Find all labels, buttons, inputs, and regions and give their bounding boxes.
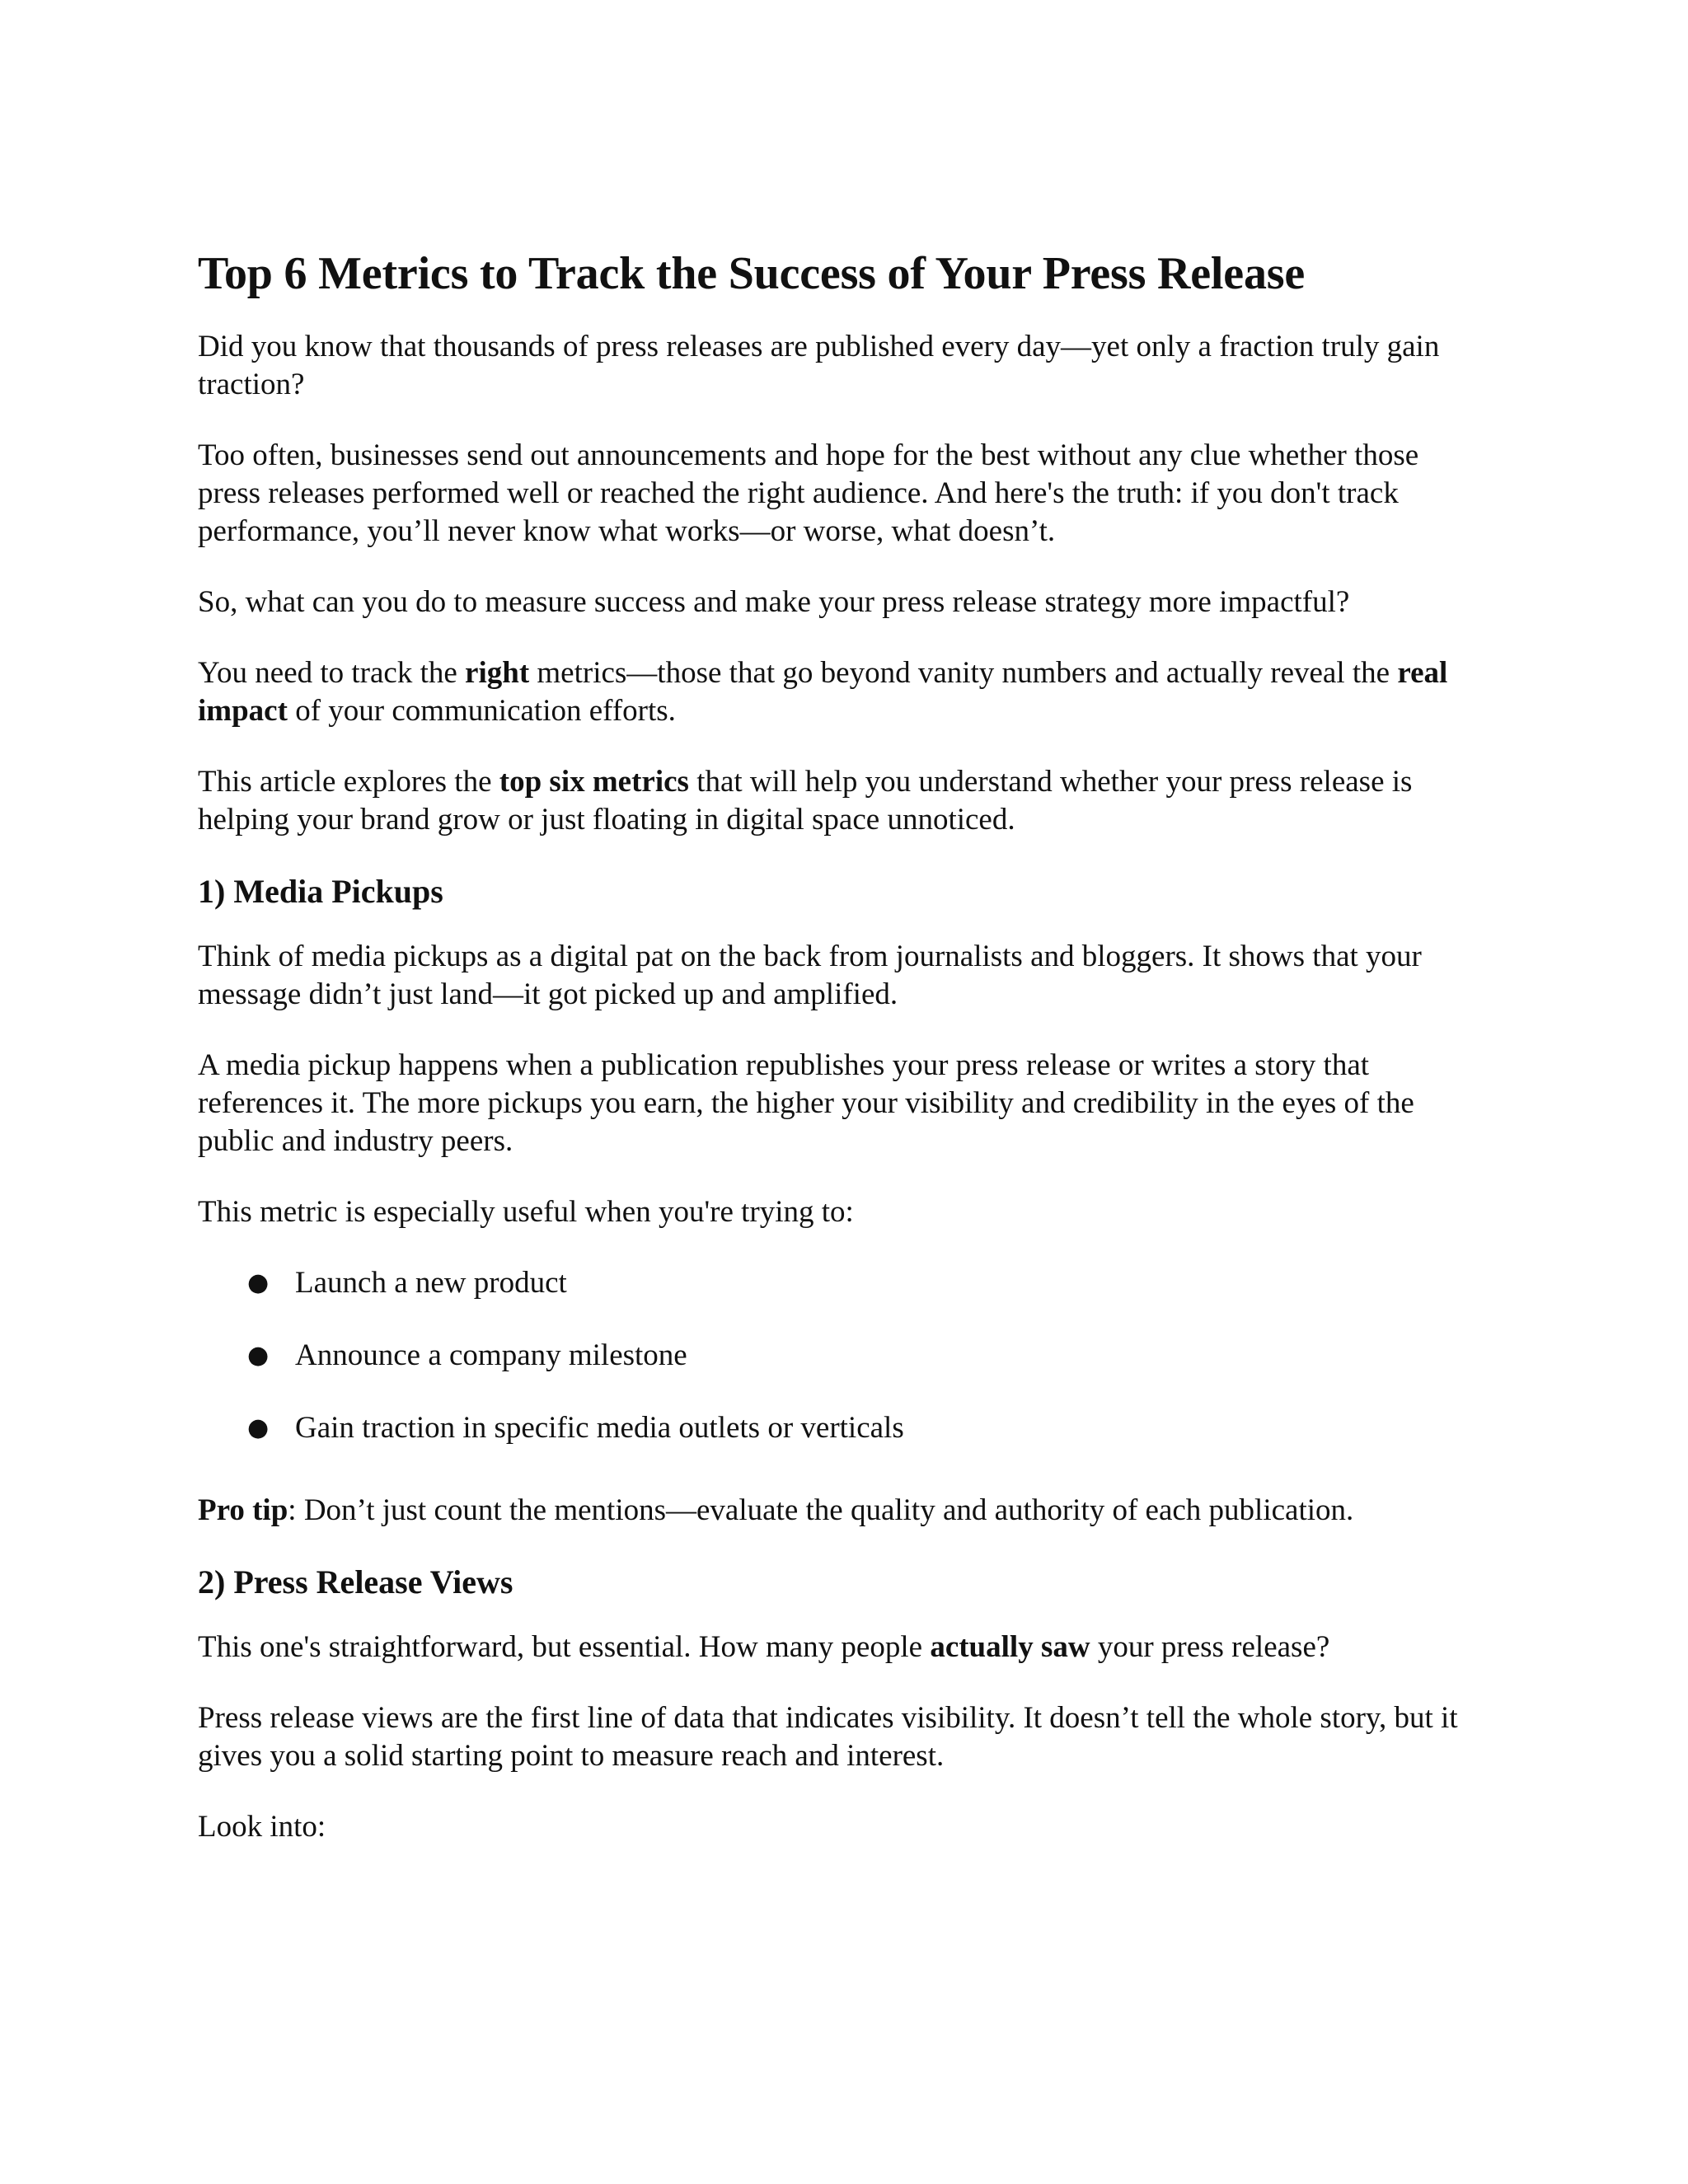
intro-paragraph-1: Did you know that thousands of press releases are published every day—yet only a fraction truly gain traction? — [198, 330, 1440, 401]
pro-tip-label: Pro tip — [198, 1493, 288, 1527]
bullet-icon: ● — [247, 1341, 270, 1370]
text-run: You need to track the — [198, 656, 466, 690]
bullet-icon: ● — [247, 1268, 270, 1297]
bullet-icon: ● — [247, 1413, 270, 1442]
text-run: This article explores the — [198, 765, 499, 799]
document-page — [198, 247, 1484, 1879]
list-item — [198, 1337, 1484, 1375]
bullet-list — [198, 1264, 1484, 1447]
section2-paragraph-3: Look into: — [198, 1810, 326, 1844]
bold-text: actually saw — [930, 1630, 1090, 1664]
intro-paragraph-4 — [198, 654, 1484, 730]
pro-tip-text: : Don’t just count the mentions—evaluate the quality and authority of each publication. — [288, 1493, 1354, 1527]
page-title: Top 6 Metrics to Track the Success of Your Press Release — [198, 248, 1305, 299]
section1-paragraph-3: This metric is especially useful when you're trying to: — [198, 1195, 854, 1229]
list-item-text: Gain traction in specific media outlets or verticals — [295, 1411, 904, 1445]
section2-paragraph-1 — [198, 1629, 1484, 1666]
section2-paragraph-2: Press release views are the first line of data that indicates visibility. It doesn’t tell the whole story, but it gives you a solid starting point to measure reach and interest. — [198, 1701, 1458, 1773]
bold-text: right — [465, 656, 530, 690]
list-item — [198, 1409, 1484, 1447]
section1-paragraph-2: A media pickup happens when a publication republishes your press release or writes a story that references it. The more pickups you earn, the higher your visibility and credibility in the eyes of the public and industry peers. — [198, 1048, 1414, 1158]
list-item-text: Launch a new product — [295, 1266, 567, 1300]
text-run: metrics—those that go beyond vanity numbers and actually reveal the — [529, 656, 1398, 690]
intro-paragraph-3: So, what can you do to measure success and make your press release strategy more impactful? — [198, 585, 1350, 619]
section-heading-press-release-views: 2) Press Release Views — [198, 1563, 513, 1601]
text-run: your press release? — [1090, 1630, 1330, 1664]
text-run: of your communication efforts. — [287, 694, 676, 728]
intro-paragraph-2: Too often, businesses send out announcements and hope for the best without any clue whether those press releases performed well or reached the right audience. And here's the truth: if you don't track performance, you’ll never know what works—or worse, what doesn’t. — [198, 438, 1419, 548]
pro-tip — [198, 1492, 1484, 1530]
bold-text: real impact — [198, 656, 1448, 728]
list-item — [198, 1264, 1484, 1302]
section-heading-media-pickups: 1) Media Pickups — [198, 873, 443, 910]
section1-paragraph-1: Think of media pickups as a digital pat on the back from journalists and bloggers. It shows that your message didn’t just land—it got picked up and amplified. — [198, 940, 1422, 1011]
intro-paragraph-5 — [198, 763, 1484, 839]
list-item-text: Announce a company milestone — [295, 1338, 687, 1372]
bold-text: top six metrics — [499, 765, 689, 799]
text-run: that will help you understand whether your press release is helping your brand grow or just floating in digital space unnoticed. — [198, 765, 1413, 837]
text-run: This one's straightforward, but essential. How many people — [198, 1630, 931, 1664]
